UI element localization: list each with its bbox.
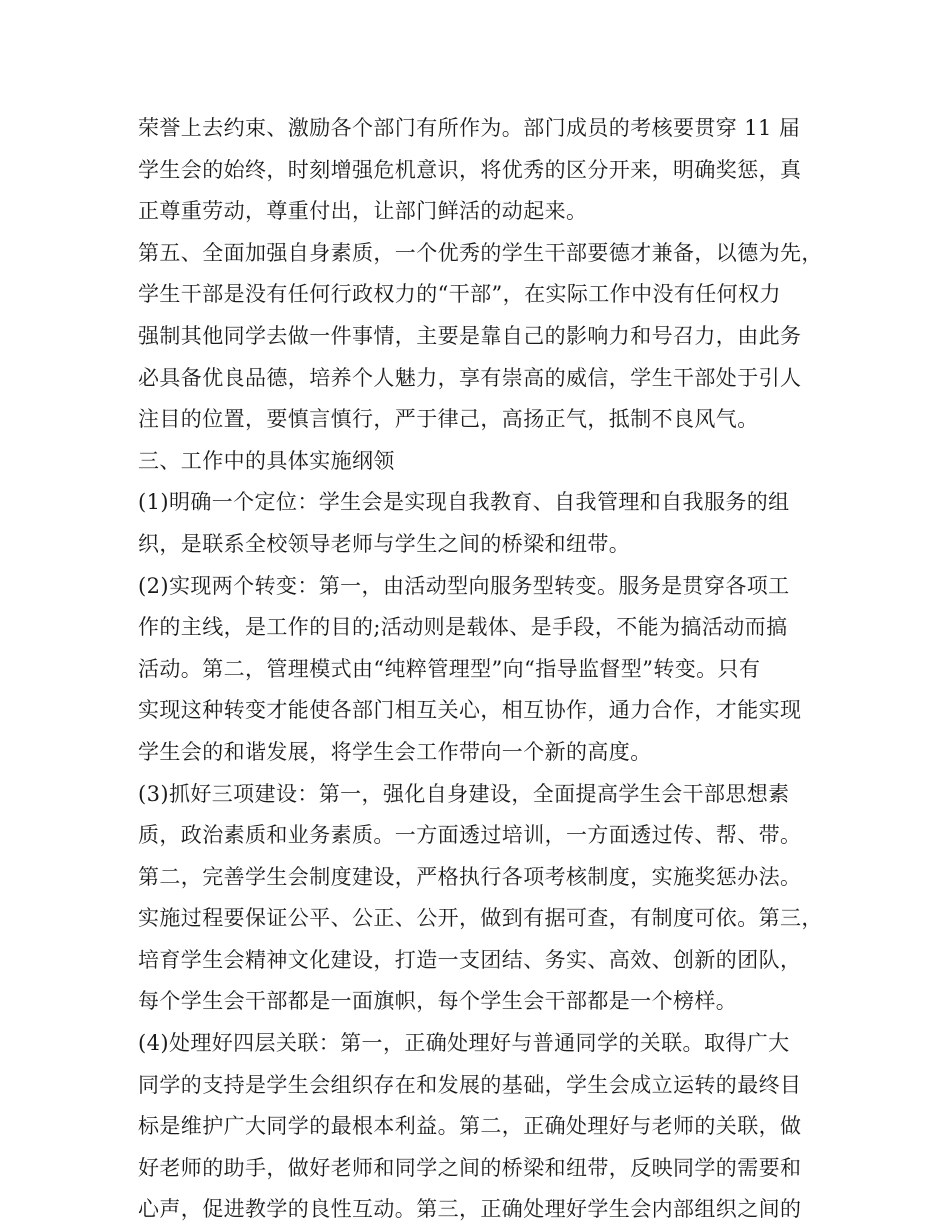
text-line: 标是维护广大同学的最根本利益。第二，正确处理好与老师的关联，做 bbox=[138, 1114, 802, 1139]
text-line: (1)明确一个定位：学生会是实现自我教育、自我管理和自我服务的组 bbox=[138, 490, 790, 515]
text-line: 同学的支持是学生会组织存在和发展的基础，学生会成立运转的最终目 bbox=[138, 1072, 802, 1097]
text-line: 好老师的助手，做好老师和同学之间的桥梁和纽带，反映同学的需要和 bbox=[138, 1155, 802, 1180]
text-line: (2)实现两个转变：第一，由活动型向服务型转变。服务是贯穿各项工 bbox=[138, 573, 790, 598]
document-body bbox=[138, 108, 838, 1231]
text-line: (4)处理好四层关联：第一，正确处理好与普通同学的关联。取得广大 bbox=[138, 1031, 790, 1056]
text-line: 每个学生会干部都是一面旗帜，每个学生会干部都是一个榜样。 bbox=[138, 989, 738, 1014]
text-line: 学生会的和谐发展，将学生会工作带向一个新的高度。 bbox=[138, 739, 652, 764]
text-line: (3)抓好三项建设：第一，强化自身建设，全面提高学生会干部思想素 bbox=[138, 781, 790, 806]
text-line: 织，是联系全校领导老师与学生之间的桥梁和纽带。 bbox=[138, 531, 631, 556]
text-line: 第二，完善学生会制度建设，严格执行各项考核制度，实施奖惩办法。 bbox=[138, 864, 802, 889]
text-line: 必具备优良品德，培养个人魅力，享有崇高的威信，学生干部处于引人 bbox=[138, 365, 802, 390]
text-line: 注目的位置，要慎言慎行，严于律己，高扬正气，抵制不良风气。 bbox=[138, 407, 759, 432]
section-heading: 三、工作中的具体实施纲领 bbox=[138, 448, 395, 473]
text-line: 学生干部是没有任何行政权力的“干部”，在实际工作中没有任何权力 bbox=[138, 282, 781, 307]
text-line: 实现这种转变才能使各部门相互关心，相互协作，通力合作，才能实现 bbox=[138, 698, 802, 723]
text-line: 实施过程要保证公平、公正、公开，做到有据可查，有制度可依。第三， bbox=[138, 906, 823, 931]
text-line: 学生会的始终，时刻增强危机意识，将优秀的区分开来，明确奖惩，真 bbox=[138, 157, 802, 182]
text-line: 荣誉上去约束、激励各个部门有所作为。部门成员的考核要贯穿 11 届 bbox=[138, 116, 801, 140]
text-line: 第五、全面加强自身素质，一个优秀的学生干部要德才兼备，以德为先， bbox=[138, 240, 823, 265]
text-line: 正尊重劳动，尊重付出，让部门鲜活的动起来。 bbox=[138, 199, 588, 224]
text-line: 强制其他同学去做一件事情，主要是靠自己的影响力和号召力，由此务 bbox=[138, 323, 802, 348]
text-line: 质，政治素质和业务素质。一方面透过培训，一方面透过传、帮、带。 bbox=[138, 823, 802, 848]
text-line: 活动。第二，管理模式由“纯粹管理型”向“指导监督型”转变。只有 bbox=[138, 656, 761, 681]
text-line: 培育学生会精神文化建设，打造一支团结、务实、高效、创新的团队， bbox=[138, 947, 802, 972]
text-line: 作的主线，是工作的目的;活动则是载体、是手段，不能为搞活动而搞 bbox=[138, 615, 788, 640]
text-line: 心声，促进教学的良性互动。第三，正确处理好学生会内部组织之间的 bbox=[138, 1197, 802, 1222]
